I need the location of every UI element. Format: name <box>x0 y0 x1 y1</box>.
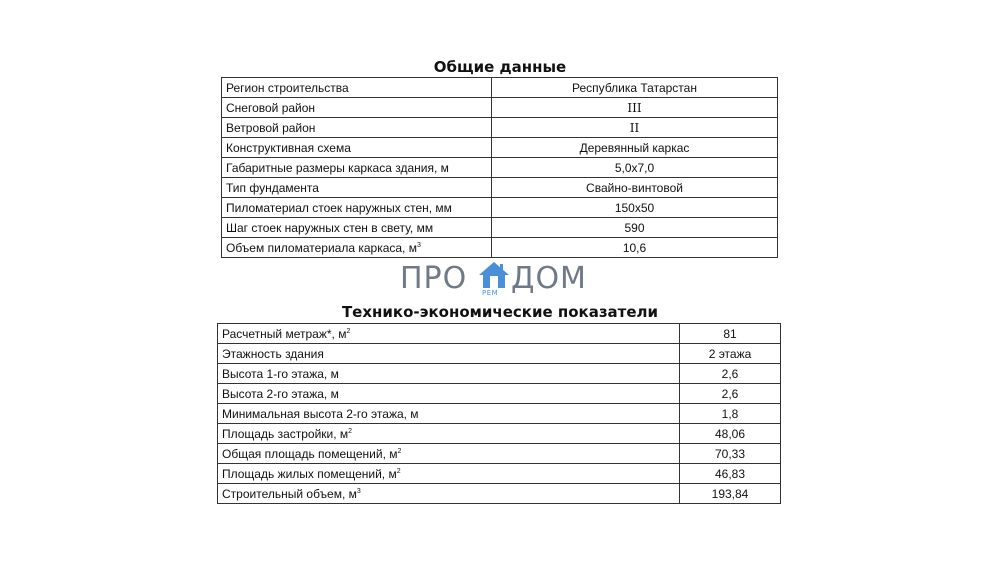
row-value: 46,83 <box>680 464 781 484</box>
table-row <box>222 238 778 258</box>
row-label: Габаритные размеры каркаса здания, м <box>222 158 492 178</box>
row-value: 48,06 <box>680 424 781 444</box>
row-label: Тип фундамента <box>222 178 492 198</box>
row-value: 1,8 <box>680 404 781 424</box>
table-row <box>222 218 778 238</box>
row-value: 81 <box>680 324 781 344</box>
table-row <box>222 138 778 158</box>
row-label: Минимальная высота 2-го этажа, м <box>218 404 680 424</box>
logo-word-pro: ПРО <box>400 261 468 296</box>
row-label: Ветровой район <box>222 118 492 138</box>
row-label <box>222 238 492 258</box>
row-label <box>218 464 680 484</box>
row-value: 70,33 <box>680 444 781 464</box>
table-row <box>218 444 781 464</box>
logo <box>398 260 602 300</box>
table-row <box>222 98 778 118</box>
row-value: 5,0х7,0 <box>492 158 778 178</box>
table-row <box>218 324 781 344</box>
row-label: Пиломатериал стоек наружных стен, мм <box>222 198 492 218</box>
row-label <box>218 484 680 504</box>
row-label: Конструктивная схема <box>222 138 492 158</box>
row-value: 2 этажа <box>680 344 781 364</box>
row-label-text: Площадь жилых помещений, м <box>222 466 397 481</box>
unit-exponent: 2 <box>348 427 353 435</box>
row-value: II <box>492 118 778 138</box>
row-value: Свайно-винтовой <box>492 178 778 198</box>
row-label: Высота 1-го этажа, м <box>218 364 680 384</box>
row-label <box>218 324 680 344</box>
row-label-text: Площадь застройки, м <box>222 426 349 441</box>
row-label: Этажность здания <box>218 344 680 364</box>
row-label: Регион строительства <box>222 78 492 98</box>
indicators-title: Технико-экономические показатели <box>341 303 659 321</box>
general-data-title: Общие данные <box>433 58 567 76</box>
table-row <box>218 364 781 384</box>
table-row <box>222 158 778 178</box>
table-row <box>218 484 781 504</box>
row-label-text: Общая площадь помещений, м <box>222 446 398 461</box>
unit-exponent: 2 <box>396 467 401 475</box>
table-row <box>222 78 778 98</box>
table-row <box>222 198 778 218</box>
logo-subtext: РЕМ <box>482 289 499 297</box>
table-row <box>218 344 781 364</box>
row-label-text: Строительный объем, м <box>222 486 357 501</box>
row-value: 150х50 <box>492 198 778 218</box>
row-value: 590 <box>492 218 778 238</box>
table-row <box>218 464 781 484</box>
unit-exponent: 2 <box>397 447 402 455</box>
row-label-text: Объем пиломатериала каркаса, м <box>226 240 417 255</box>
logo-word-dom: ДОМ <box>511 261 587 296</box>
row-label: Снеговой район <box>222 98 492 118</box>
unit-exponent: 2 <box>346 327 351 335</box>
indicators-table <box>217 323 781 504</box>
row-value: Республика Татарстан <box>492 78 778 98</box>
row-label <box>218 424 680 444</box>
table-row <box>222 178 778 198</box>
general-data-table <box>221 77 778 258</box>
row-value: 193,84 <box>680 484 781 504</box>
table-row <box>218 424 781 444</box>
table-row <box>218 404 781 424</box>
row-value: 10,6 <box>492 238 778 258</box>
row-value: Деревянный каркас <box>492 138 778 158</box>
house-icon <box>477 260 511 290</box>
unit-exponent: 3 <box>416 241 421 249</box>
row-label: Высота 2-го этажа, м <box>218 384 680 404</box>
table-row <box>218 384 781 404</box>
row-value: 2,6 <box>680 384 781 404</box>
unit-exponent: 3 <box>356 487 361 495</box>
row-value: III <box>492 98 778 118</box>
row-value: 2,6 <box>680 364 781 384</box>
row-label: Шаг стоек наружных стен в свету, мм <box>222 218 492 238</box>
row-label <box>218 444 680 464</box>
table-row <box>222 118 778 138</box>
row-label-text: Расчетный метраж*, м <box>222 326 347 341</box>
